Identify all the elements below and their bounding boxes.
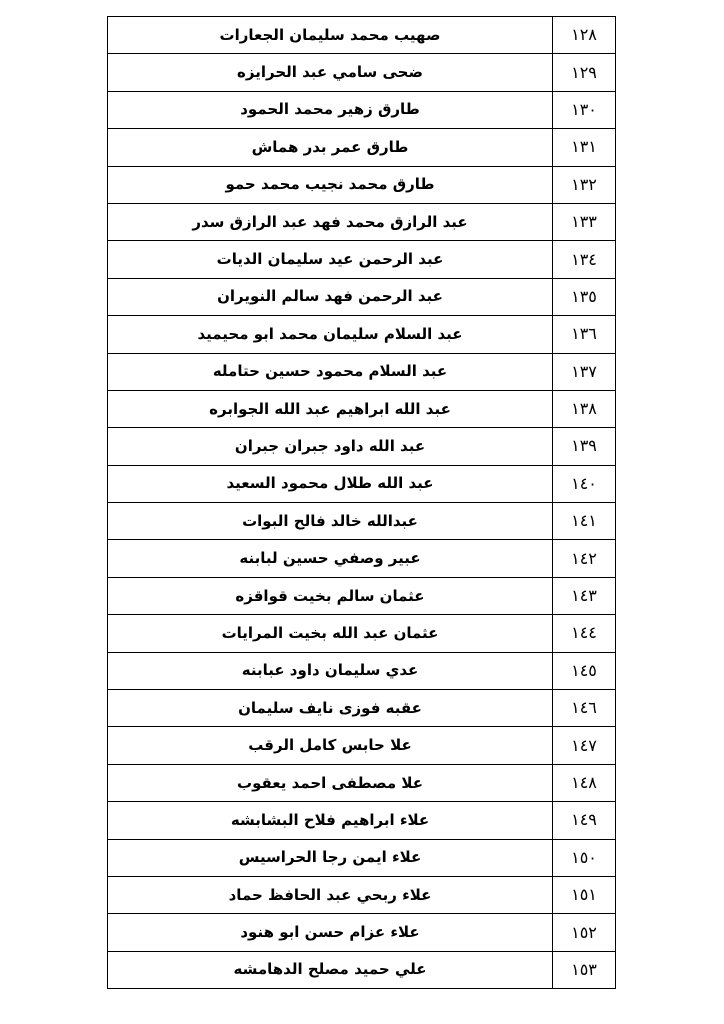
person-name-cell: عبد الله داود جبران جبران bbox=[108, 428, 553, 465]
table-row bbox=[108, 353, 616, 390]
person-name-cell: طارق عمر بدر هماش bbox=[108, 129, 553, 166]
person-name-cell: علي حميد مصلح الدهامشه bbox=[108, 951, 553, 988]
row-number-cell: ١٣٦ bbox=[553, 316, 616, 353]
table-row bbox=[108, 241, 616, 278]
table-row bbox=[108, 54, 616, 91]
person-name-cell: عدي سليمان داود عبابنه bbox=[108, 652, 553, 689]
names-table-body bbox=[108, 17, 616, 989]
row-number-cell: ١٣٠ bbox=[553, 91, 616, 128]
row-number-cell: ١٤٣ bbox=[553, 577, 616, 614]
row-number-cell: ١٤٨ bbox=[553, 764, 616, 801]
row-number-cell: ١٢٨ bbox=[553, 17, 616, 54]
row-number-cell: ١٥٠ bbox=[553, 839, 616, 876]
person-name-cell: عبير وصفي حسين لبابنه bbox=[108, 540, 553, 577]
row-number-cell: ١٥٣ bbox=[553, 951, 616, 988]
names-table bbox=[107, 16, 616, 989]
table-row bbox=[108, 278, 616, 315]
table-row bbox=[108, 802, 616, 839]
person-name-cell: عبد الله طلال محمود السعيد bbox=[108, 465, 553, 502]
person-name-cell: طارق محمد نجيب محمد حمو bbox=[108, 166, 553, 203]
row-number-cell: ١٣٧ bbox=[553, 353, 616, 390]
row-number-cell: ١٤٠ bbox=[553, 465, 616, 502]
person-name-cell: عبد السلام محمود حسين حتامله bbox=[108, 353, 553, 390]
row-number-cell: ١٣٥ bbox=[553, 278, 616, 315]
row-number-cell: ١٤٤ bbox=[553, 615, 616, 652]
table-row bbox=[108, 615, 616, 652]
person-name-cell: علاء ايمن رجا الحراسيس bbox=[108, 839, 553, 876]
table-row bbox=[108, 17, 616, 54]
table-row bbox=[108, 764, 616, 801]
row-number-cell: ١٥١ bbox=[553, 876, 616, 913]
person-name-cell: عبد الله ابراهيم عبد الله الجوابره bbox=[108, 390, 553, 427]
table-row bbox=[108, 390, 616, 427]
table-row bbox=[108, 914, 616, 951]
person-name-cell: علاء ربحي عبد الحافظ حماد bbox=[108, 876, 553, 913]
table-row bbox=[108, 465, 616, 502]
person-name-cell: علاء ابراهيم فلاح البشابشه bbox=[108, 802, 553, 839]
table-row bbox=[108, 727, 616, 764]
table-row bbox=[108, 316, 616, 353]
table-row bbox=[108, 652, 616, 689]
row-number-cell: ١٣٩ bbox=[553, 428, 616, 465]
row-number-cell: ١٣٣ bbox=[553, 203, 616, 240]
table-row bbox=[108, 91, 616, 128]
row-number-cell: ١٣٤ bbox=[553, 241, 616, 278]
row-number-cell: ١٣٨ bbox=[553, 390, 616, 427]
table-row bbox=[108, 690, 616, 727]
row-number-cell: ١٣١ bbox=[553, 129, 616, 166]
row-number-cell: ١٣٢ bbox=[553, 166, 616, 203]
names-list-page bbox=[107, 16, 616, 989]
person-name-cell: عبد الرحمن عيد سليمان الديات bbox=[108, 241, 553, 278]
person-name-cell: علا حابس كامل الرقب bbox=[108, 727, 553, 764]
person-name-cell: صهيب محمد سليمان الجعارات bbox=[108, 17, 553, 54]
row-number-cell: ١٤٦ bbox=[553, 690, 616, 727]
table-row bbox=[108, 577, 616, 614]
table-row bbox=[108, 166, 616, 203]
row-number-cell: ١٥٢ bbox=[553, 914, 616, 951]
person-name-cell: عبد الرحمن فهد سالم النويران bbox=[108, 278, 553, 315]
table-row bbox=[108, 876, 616, 913]
table-row bbox=[108, 503, 616, 540]
person-name-cell: طارق زهير محمد الحمود bbox=[108, 91, 553, 128]
person-name-cell: عقبه فوزى نايف سليمان bbox=[108, 690, 553, 727]
table-row bbox=[108, 203, 616, 240]
table-row bbox=[108, 540, 616, 577]
row-number-cell: ١٤١ bbox=[553, 503, 616, 540]
row-number-cell: ١٤٧ bbox=[553, 727, 616, 764]
person-name-cell: عثمان عبد الله بخيت المرايات bbox=[108, 615, 553, 652]
person-name-cell: عثمان سالم بخيت قواقزه bbox=[108, 577, 553, 614]
person-name-cell: علا مصطفى احمد يعقوب bbox=[108, 764, 553, 801]
row-number-cell: ١٤٢ bbox=[553, 540, 616, 577]
person-name-cell: ضحى سامي عبد الحرايزه bbox=[108, 54, 553, 91]
row-number-cell: ١٢٩ bbox=[553, 54, 616, 91]
row-number-cell: ١٤٥ bbox=[553, 652, 616, 689]
table-row bbox=[108, 428, 616, 465]
person-name-cell: عبد الرازق محمد فهد عبد الرازق سدر bbox=[108, 203, 553, 240]
row-number-cell: ١٤٩ bbox=[553, 802, 616, 839]
table-row bbox=[108, 129, 616, 166]
table-row bbox=[108, 951, 616, 988]
person-name-cell: عبدالله خالد فالح البوات bbox=[108, 503, 553, 540]
person-name-cell: عبد السلام سليمان محمد ابو محيميد bbox=[108, 316, 553, 353]
person-name-cell: علاء عزام حسن ابو هنود bbox=[108, 914, 553, 951]
table-row bbox=[108, 839, 616, 876]
